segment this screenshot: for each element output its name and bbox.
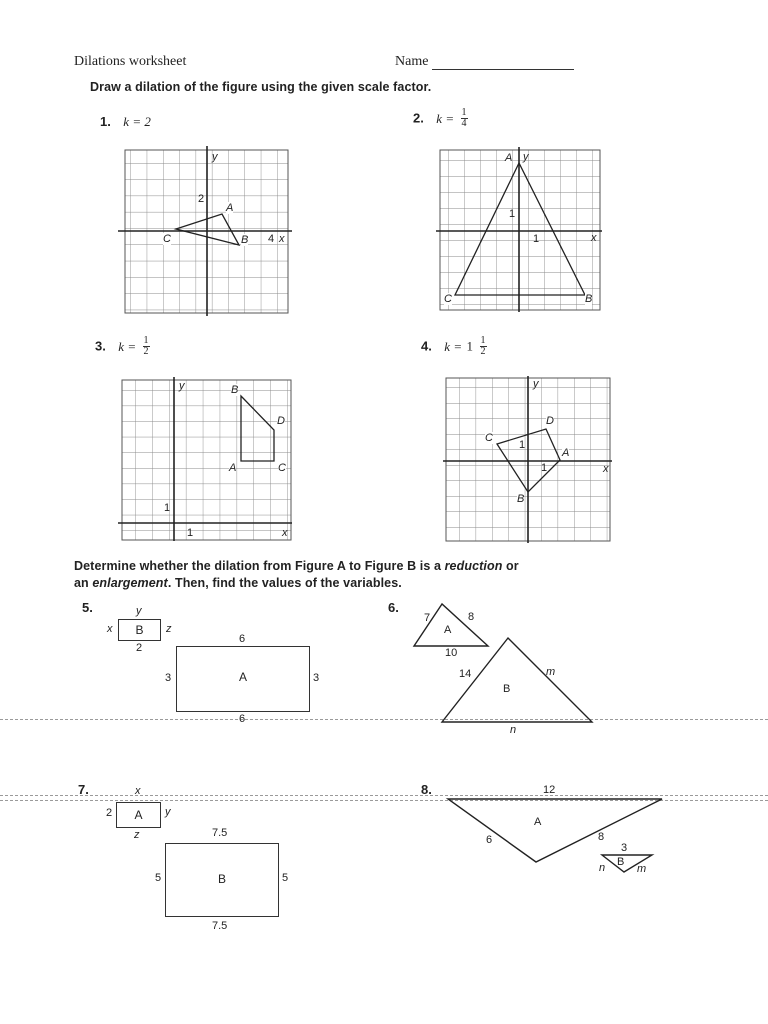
point-label: B [231, 384, 239, 396]
point-label: D [277, 415, 285, 427]
point-label: C [485, 432, 493, 444]
problem-6-number: 6. [388, 600, 399, 615]
y-axis-label: y [533, 378, 539, 390]
dim-label: 5 [155, 872, 162, 884]
fold-line [0, 719, 768, 720]
point-label: C [278, 462, 286, 474]
point-label: A [505, 152, 513, 164]
x-axis-label: x [282, 527, 288, 539]
triangle-a [448, 799, 662, 862]
problem-5-number: 5. [82, 600, 93, 615]
dim-label: n [599, 862, 606, 874]
dim-label: 2 [106, 807, 113, 819]
tick-label: 2 [198, 193, 205, 205]
scale-fraction: $\frac{1}{2}$ [143, 335, 149, 357]
point-label: B [517, 493, 525, 505]
y-axis-label: y [212, 151, 218, 163]
tick-label: 1 [541, 462, 548, 474]
problem-8-number: 8. [421, 782, 432, 797]
dim-label: z [166, 623, 172, 635]
scale-fraction: $\frac{1}{4}$ [461, 107, 467, 129]
figure-label: A [444, 624, 452, 636]
triangle-b [442, 638, 592, 722]
tick-label: 1 [187, 527, 194, 539]
section2-instruction: Determine whether the dilation from Figure A to Figure B is a reduction or an enlargement. Then, find the values of the variables. [74, 559, 519, 590]
scale-factor: k = [118, 338, 137, 354]
dim-label: 6 [239, 713, 246, 725]
y-axis-label: y [179, 380, 185, 392]
scale-whole: 1 [466, 338, 474, 354]
dim-label: n [510, 724, 517, 736]
graph-1[interactable] [118, 146, 292, 316]
tick-label: 1 [519, 439, 526, 451]
dim-label: 7 [424, 612, 431, 624]
dim-label: x [135, 785, 141, 797]
figure-label: B [617, 856, 625, 868]
name-label: Name [395, 54, 429, 69]
dim-label: 3 [313, 672, 320, 684]
figure-label: B [503, 683, 511, 695]
dim-label: 3 [621, 842, 628, 854]
dim-label: 6 [239, 633, 246, 645]
x-axis-label: x [591, 232, 597, 244]
tick-label: 1 [509, 208, 516, 220]
dim-label: y [165, 806, 171, 818]
dim-label: x [107, 623, 113, 635]
dim-label: 5 [282, 872, 289, 884]
problem-6-triangles [400, 600, 610, 730]
figure-b-big-rect: B [165, 843, 279, 917]
dim-label: 2 [136, 642, 143, 654]
point-label: A [229, 462, 237, 474]
dim-label: 7.5 [212, 827, 228, 839]
y-axis-label: y [523, 151, 529, 163]
graph-4[interactable] [443, 376, 612, 543]
point-label: C [444, 293, 452, 305]
figure-a-small-rect: A [116, 802, 161, 828]
graph-3[interactable] [118, 377, 292, 541]
figure-b-small-rect: B [118, 619, 161, 641]
dim-label: 8 [468, 611, 475, 623]
problem-8-triangles [440, 790, 670, 880]
problem-7-number: 7. [78, 782, 89, 797]
problem-number: 3. [95, 338, 106, 354]
scale-factor: k = [444, 338, 463, 354]
scale-factor: k = [436, 110, 455, 126]
dim-label: 14 [459, 668, 472, 680]
problem-number: 2. [413, 110, 424, 126]
dim-label: m [546, 666, 556, 678]
point-label: C [163, 233, 171, 245]
x-axis-label: x [603, 463, 609, 475]
dim-label: 12 [543, 784, 556, 796]
point-label: A [562, 447, 570, 459]
dim-label: 10 [445, 647, 458, 659]
dim-label: 3 [165, 672, 172, 684]
dim-label: 8 [598, 831, 605, 843]
section1-instruction: Draw a dilation of the figure using the given scale factor. [90, 80, 432, 94]
problem-number: 1. [100, 114, 111, 129]
point-label: B [241, 234, 249, 246]
dim-label: 7.5 [212, 920, 228, 932]
scale-factor: k = 2 [123, 114, 151, 129]
dim-label: 6 [486, 834, 493, 846]
problem-number: 4. [421, 338, 432, 354]
tick-label: 1 [164, 502, 171, 514]
graph-2[interactable] [436, 147, 602, 312]
tick-label: 4 [268, 233, 275, 245]
dim-label: m [637, 863, 647, 875]
tick-label: 1 [533, 233, 540, 245]
point-label: A [226, 202, 234, 214]
x-axis-label: x [279, 233, 285, 245]
point-label: D [546, 415, 554, 427]
point-label: B [585, 293, 593, 305]
figure-a-big-rect: A [176, 646, 310, 712]
dim-label: y [136, 605, 142, 617]
dim-label: z [134, 829, 140, 841]
figure-label: A [534, 816, 542, 828]
scale-fraction: $\frac{1}{2}$ [480, 335, 486, 357]
worksheet-title: Dilations worksheet [74, 54, 187, 69]
